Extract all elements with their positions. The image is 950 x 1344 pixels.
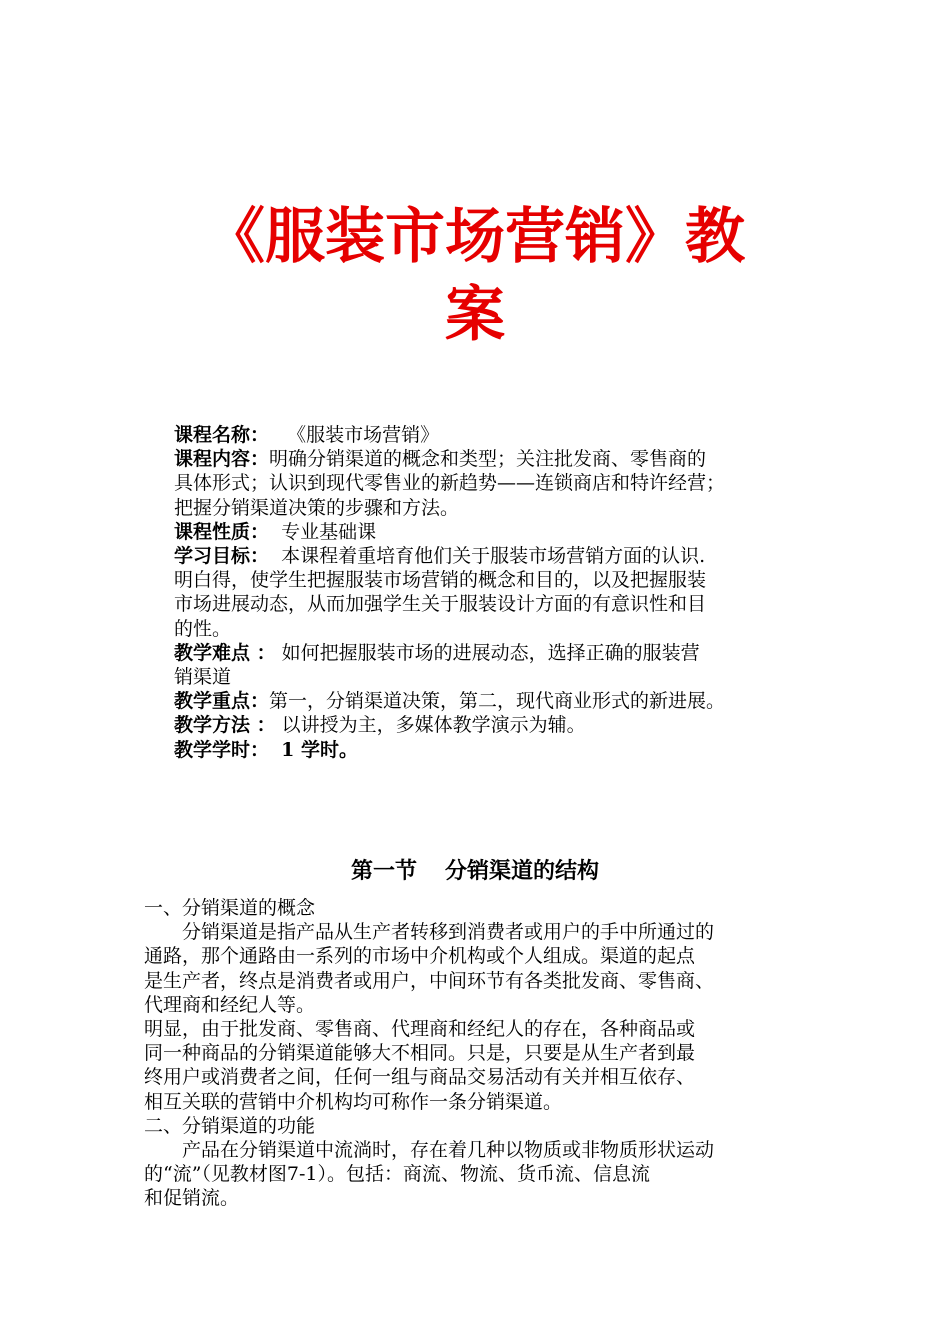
course-nature-label: 课程性质： (174, 520, 270, 543)
learning-goal-label: 学习目标： (174, 545, 270, 568)
section-body (144, 896, 816, 1211)
section-heading (0, 857, 950, 887)
paragraph-1-line-2: 通路，那个通路由一系列的市场中介机构或个人组成。渠道的起点 (144, 945, 696, 968)
paragraph-2-line-2: 同一种商品的分销渠道能够大不相同。只是，只要是从生产者到最 (144, 1042, 696, 1065)
paragraph-1-line-4: 代理商和经纪人等。 (144, 993, 316, 1016)
document-title (120, 198, 830, 354)
paragraph-2-line-4: 相互关联的营销中介机构均可称作一条分销渠道。 (144, 1090, 563, 1113)
teaching-method-row (174, 713, 824, 737)
teaching-difficulty-row (174, 641, 824, 665)
learning-goal-line-2: 明白得，使学生把握服装市场营销的概念和目的，以及把握服装 (174, 569, 707, 592)
teaching-difficulty-line-1: 如何把握服装市场的进展动态，选择正确的服装营 (281, 641, 700, 664)
teaching-focus-label: 教学重点： (174, 690, 270, 713)
title-line-2: 案 (445, 280, 505, 350)
subheading-1: 一、分销渠道的概念 (144, 897, 316, 919)
title-line-1: 《服装市场营销》教 (205, 202, 745, 272)
course-name-row (174, 423, 824, 447)
course-name-label: 课程名称： (174, 424, 270, 446)
teaching-hours-label: 教学学时： (174, 738, 270, 761)
learning-goal-line-3: 市场进展动态，从而加强学生关于服装设计方面的有意识性和目 (174, 593, 707, 616)
paragraph-2-line-1: 明显，由于批发商、零售商、代理商和经纪人的存在，各种商品或 (144, 1018, 696, 1041)
course-name-value: 《服装市场营销》 (287, 424, 440, 446)
course-content-label: 课程内容： (174, 448, 270, 471)
teaching-focus-row (174, 689, 824, 713)
learning-goal-line-1: 本课程着重培育他们关于服装市场营销方面的认识. (281, 545, 706, 568)
learning-goal-row (174, 544, 824, 568)
paragraph-2-line-3: 终用户或消费者之间，任何一组与商品交易活动有关并相互依存、 (144, 1066, 696, 1089)
section-number: 第一节 (350, 859, 417, 884)
learning-goal-line-4: 的性。 (174, 617, 232, 640)
course-nature-value: 专业基础课 (281, 520, 377, 543)
course-info (174, 423, 824, 762)
course-content-line-2: 具体形式；认识到现代零售业的新趋势——连锁商店和特许经营； (174, 472, 726, 495)
paragraph-3-line-3: 和促销流。 (144, 1187, 240, 1210)
section-name: 分销渠道的结构 (445, 859, 600, 884)
course-nature-row (174, 520, 824, 544)
course-content-line-3: 把握分销渠道决策的步骤和方法。 (174, 496, 460, 519)
teaching-difficulty-line-2: 销渠道 (174, 666, 232, 689)
teaching-method-label: 教学方法 ： (174, 714, 276, 737)
teaching-hours-value: 1 学时。 (281, 738, 358, 761)
paragraph-3-line-2: 的“流”（见教材图7-1）。包括：商流、物流、货币流、信息流 (144, 1163, 651, 1186)
teaching-difficulty-label: 教学难点 ： (174, 641, 276, 664)
course-content-row (174, 447, 824, 471)
teaching-hours-row (174, 738, 824, 762)
course-content-line-1: 明确分销渠道的概念和类型；关注批发商、零售商的 (269, 448, 707, 471)
teaching-focus-value: 第一，分销渠道决策，第二，现代商业形式的新进展。 (269, 690, 726, 713)
teaching-method-value: 以讲授为主，多媒体教学演示为辅。 (281, 714, 586, 737)
paragraph-1-line-1: 分销渠道是指产品从生产者转移到消费者或用户的手中所通过的 (182, 921, 715, 944)
paragraph-1-line-3: 是生产者，终点是消费者或用户，中间环节有各类批发商、零售商、 (144, 969, 715, 992)
paragraph-3-line-1: 产品在分销渠道中流淌时，存在着几种以物质或非物质形状运动 (182, 1139, 715, 1162)
subheading-2: 二、分销渠道的功能 (144, 1114, 316, 1137)
